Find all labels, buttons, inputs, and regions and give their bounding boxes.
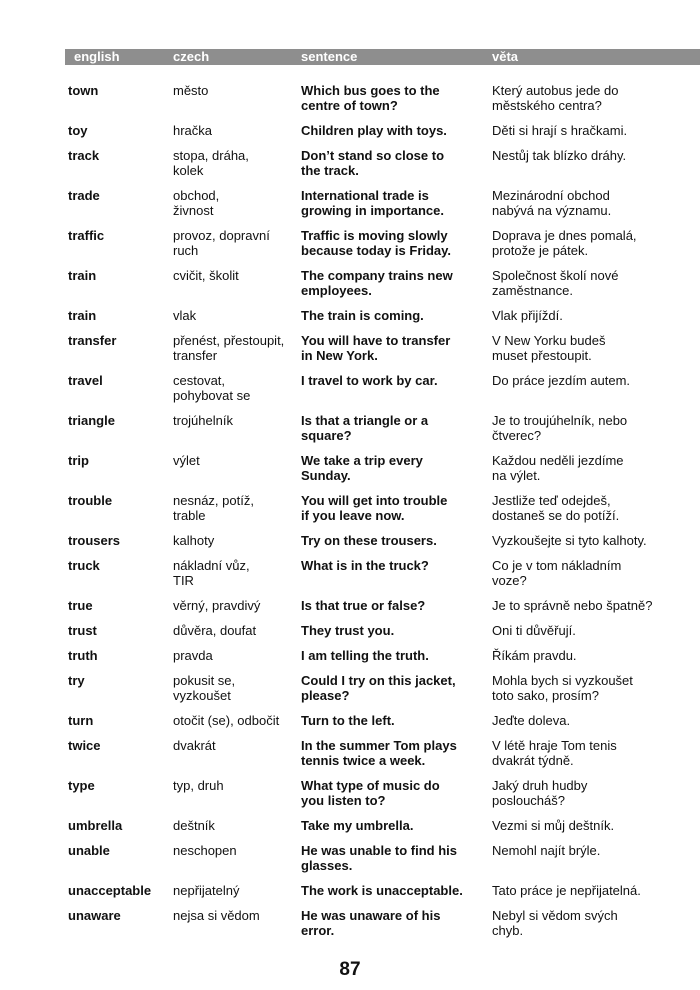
example-veta: Říkám pravdu.: [492, 648, 577, 663]
example-sentence: Children play with toys.: [301, 123, 447, 138]
czech-translation: pravda: [173, 648, 213, 663]
english-word: trouble: [68, 493, 113, 508]
vocabulary-page: [65, 49, 700, 948]
example-sentence: I travel to work by car.: [301, 373, 438, 388]
example-veta: Vezmi si můj deštník.: [492, 818, 615, 833]
table-row: [65, 493, 700, 533]
english-word: type: [68, 778, 95, 793]
header-czech: czech: [173, 49, 210, 64]
czech-translation: hračka: [173, 123, 213, 138]
example-sentence: You will have to transfer in New York.: [301, 333, 451, 363]
example-veta: Tato práce je nepřijatelná.: [492, 883, 641, 898]
example-sentence: In the summer Tom plays tennis twice a week.: [301, 738, 457, 768]
example-veta: Vyzkoušejte si tyto kalhoty.: [492, 533, 647, 548]
table-row: [65, 598, 700, 623]
table-row: [65, 373, 700, 413]
example-veta: Co je v tom nákladním voze?: [492, 558, 622, 588]
czech-translation: dvakrát: [173, 738, 216, 753]
header-veta: věta: [492, 49, 519, 64]
table-row: [65, 843, 700, 883]
czech-translation: nesnáz, potíž, trable: [173, 493, 254, 523]
example-sentence: They trust you.: [301, 623, 395, 638]
example-sentence: Is that a triangle or a square?: [301, 413, 429, 443]
english-word: track: [68, 148, 100, 163]
header-sentence: sentence: [301, 49, 358, 64]
example-veta: Jeďte doleva.: [492, 713, 571, 728]
table-row: [65, 228, 700, 268]
english-word: toy: [68, 123, 88, 138]
english-word: train: [68, 268, 97, 283]
example-sentence: Traffic is moving slowly because today is Friday.: [301, 228, 452, 258]
example-sentence: We take a trip every Sunday.: [301, 453, 423, 483]
czech-translation: neschopen: [173, 843, 237, 858]
english-word: umbrella: [68, 818, 123, 833]
czech-translation: trojúhelník: [173, 413, 233, 428]
table-row: [65, 453, 700, 493]
header-english: english: [74, 49, 120, 64]
czech-translation: kalhoty: [173, 533, 215, 548]
english-word: triangle: [68, 413, 115, 428]
example-veta: Je to troujúhelník, nebo čtverec?: [492, 413, 628, 443]
table-row: [65, 713, 700, 738]
example-veta: Každou neděli jezdíme na výlet.: [492, 453, 624, 483]
table-row: [65, 188, 700, 228]
example-sentence: Which bus goes to the centre of town?: [301, 83, 440, 113]
czech-translation: důvěra, doufat: [173, 623, 257, 638]
english-word: truck: [68, 558, 100, 573]
example-sentence: You will get into trouble if you leave now.: [301, 493, 448, 523]
example-veta: Mohla bych si vyzkoušet toto sako, prosím?: [492, 673, 633, 703]
example-sentence: What is in the truck?: [301, 558, 429, 573]
table-row: [65, 623, 700, 648]
example-veta: Je to správně nebo špatně?: [492, 598, 653, 613]
table-row: [65, 308, 700, 333]
example-sentence: I am telling the truth.: [301, 648, 429, 663]
example-sentence: Turn to the left.: [301, 713, 395, 728]
example-veta: Jaký druh hudby posloucháš?: [492, 778, 588, 808]
table-row: [65, 908, 700, 948]
example-sentence: International trade is growing in importance.: [301, 188, 445, 218]
english-word: transfer: [68, 333, 117, 348]
example-sentence: Is that true or false?: [301, 598, 426, 613]
table-row: [65, 648, 700, 673]
english-word: true: [68, 598, 93, 613]
example-sentence: He was unaware of his error.: [301, 908, 441, 938]
czech-translation: nejsa si vědom: [173, 908, 260, 923]
example-sentence: Try on these trousers.: [301, 533, 437, 548]
english-word: train: [68, 308, 97, 323]
table-header: [65, 49, 700, 65]
table-row: [65, 818, 700, 843]
example-sentence: What type of music do you listen to?: [301, 778, 440, 808]
czech-translation: pokusit se, vyzkoušet: [173, 673, 236, 703]
czech-translation: výlet: [173, 453, 200, 468]
page-number: 87: [339, 959, 361, 980]
czech-translation: nepřijatelný: [173, 883, 240, 898]
table-row: [65, 148, 700, 188]
czech-translation: cvičit, školit: [173, 268, 239, 283]
example-veta: Oni ti důvěřují.: [492, 623, 576, 638]
czech-translation: otočit (se), odbočit: [173, 713, 280, 728]
table-row: [65, 778, 700, 818]
english-word: travel: [68, 373, 103, 388]
example-sentence: Take my umbrella.: [301, 818, 414, 833]
table-row: [65, 673, 700, 713]
example-veta: Který autobus jede do městského centra?: [492, 83, 619, 113]
czech-translation: obchod, živnost: [173, 188, 220, 218]
table-row: [65, 738, 700, 778]
english-word: trousers: [68, 533, 121, 548]
vocabulary-table: [65, 83, 700, 948]
czech-translation: věrný, pravdivý: [173, 598, 261, 613]
table-row: [65, 413, 700, 453]
english-word: traffic: [68, 228, 105, 243]
table-row: [65, 83, 700, 123]
english-word: town: [68, 83, 99, 98]
english-word: trade: [68, 188, 100, 203]
czech-translation: vlak: [173, 308, 197, 323]
example-sentence: The company trains new employees.: [301, 268, 453, 298]
example-veta: Jestliže teď odejdeš, dostaneš se do potíží.: [492, 493, 620, 523]
example-veta: V létě hraje Tom tenis dvakrát týdně.: [492, 738, 617, 768]
english-word: unable: [68, 843, 110, 858]
czech-translation: město: [173, 83, 209, 98]
table-row: [65, 268, 700, 308]
english-word: turn: [68, 713, 94, 728]
czech-translation: stopa, dráha, kolek: [173, 148, 249, 178]
czech-translation: typ, druh: [173, 778, 224, 793]
table-row: [65, 883, 700, 908]
czech-translation: nákladní vůz, TIR: [173, 558, 250, 588]
example-veta: Nemohl najít brýle.: [492, 843, 601, 858]
table-row: [65, 123, 700, 148]
english-word: try: [68, 673, 85, 688]
table-row: [65, 558, 700, 598]
czech-translation: deštník: [173, 818, 215, 833]
example-veta: Mezinárodní obchod nabývá na významu.: [492, 188, 612, 218]
example-veta: Doprava je dnes pomalá, protože je pátek.: [492, 228, 637, 258]
example-veta: V New Yorku budeš muset přestoupit.: [492, 333, 606, 363]
czech-translation: přenést, přestoupit, transfer: [173, 333, 285, 363]
english-word: twice: [68, 738, 101, 753]
example-veta: Nestůj tak blízko dráhy.: [492, 148, 627, 163]
czech-translation: provoz, dopravní ruch: [173, 228, 270, 258]
table-row: [65, 533, 700, 558]
example-sentence: The train is coming.: [301, 308, 424, 323]
example-sentence: Don’t stand so close to the track.: [301, 148, 445, 178]
example-veta: Nebyl si vědom svých chyb.: [492, 908, 618, 938]
example-sentence: He was unable to find his glasses.: [301, 843, 458, 873]
example-veta: Do práce jezdím autem.: [492, 373, 631, 388]
example-veta: Společnost školí nové zaměstnance.: [492, 268, 619, 298]
english-word: truth: [68, 648, 98, 663]
example-sentence: The work is unacceptable.: [301, 883, 463, 898]
english-word: unaware: [68, 908, 121, 923]
example-sentence: Could I try on this jacket, please?: [301, 673, 456, 703]
example-veta: Děti si hrají s hračkami.: [492, 123, 628, 138]
english-word: unacceptable: [68, 883, 152, 898]
czech-translation: cestovat, pohybovat se: [173, 373, 251, 403]
english-word: trip: [68, 453, 89, 468]
example-veta: Vlak přijíždí.: [492, 308, 563, 323]
english-word: trust: [68, 623, 97, 638]
table-row: [65, 333, 700, 373]
